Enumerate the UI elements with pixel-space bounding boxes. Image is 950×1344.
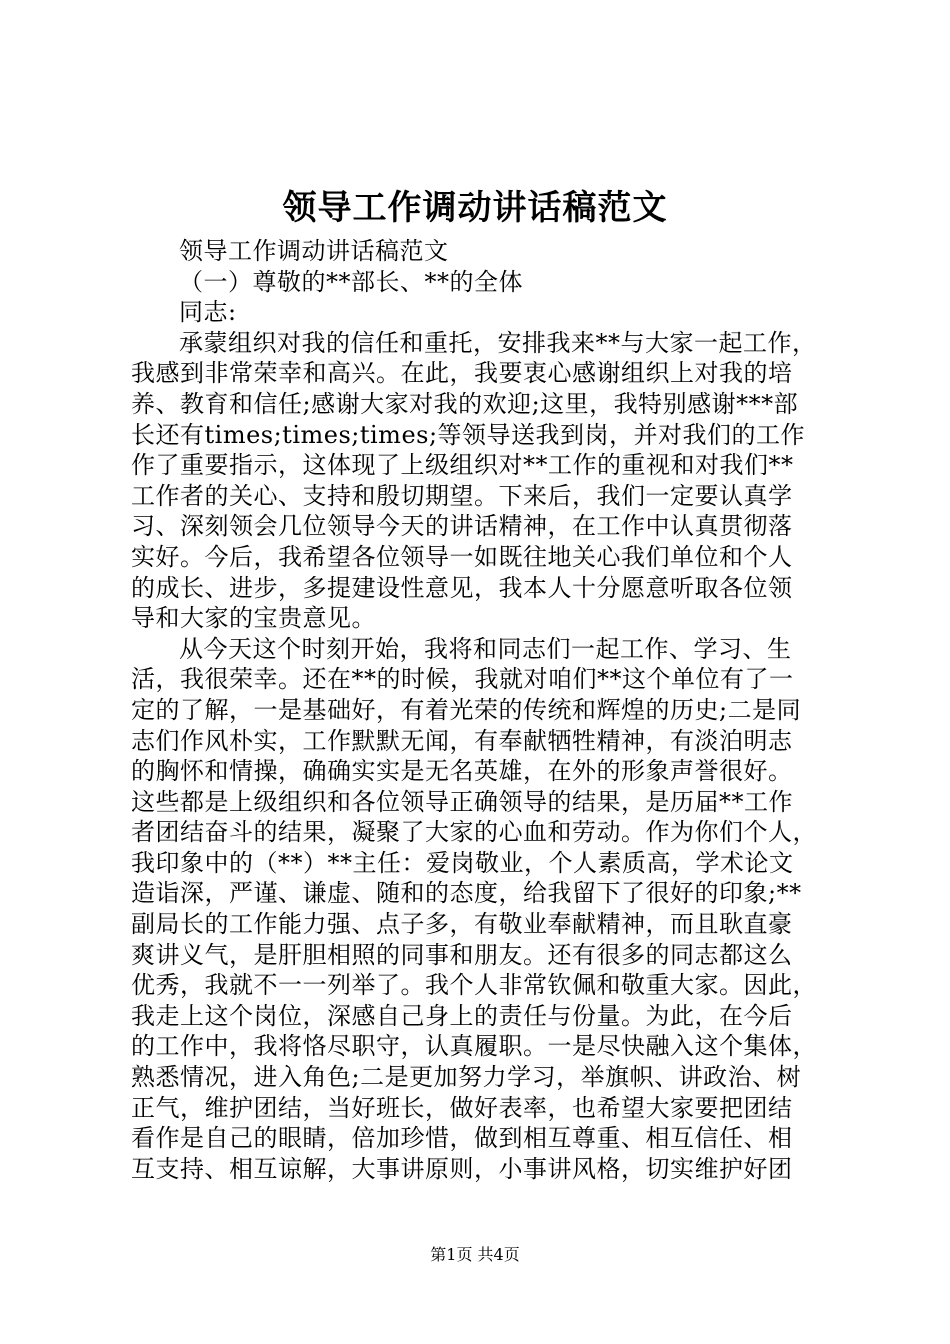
body-line: 定的了解，一是基础好，有着光荣的传统和辉煌的历史;二是同	[131, 695, 802, 724]
body-line: 导和大家的宝贵意见。	[131, 604, 376, 633]
document-title: 领导工作调动讲话稿范文	[282, 188, 668, 228]
body-line: 正气，维护团结，当好班长，做好表率，也希望大家要把团结	[131, 1093, 793, 1122]
body-line: 从今天这个时刻开始，我将和同志们一起工作、学习、生	[179, 634, 792, 663]
body-line: 这些都是上级组织和各位领导正确领导的结果，是历届**工作	[131, 787, 793, 816]
body-line: 的成长、进步，多提建设性意见，我本人十分愿意听取各位领	[131, 573, 793, 602]
body-line: 看作是自己的眼睛，倍加珍惜，做到相互尊重、相互信任、相	[131, 1124, 793, 1153]
body-line: 活，我很荣幸。还在**的时候，我就对咱们**这个单位有了一	[131, 665, 794, 694]
body-line: 工作者的关心、支持和殷切期望。下来后，我们一定要认真学	[131, 481, 793, 510]
body-line: 互支持、相互谅解，大事讲原则，小事讲风格，切实维护好团	[131, 1154, 793, 1183]
body-line: 领导工作调动讲话稿范文	[179, 237, 449, 265]
body-line: 造诣深，严谨、谦虚、随和的态度，给我留下了很好的印象;**	[131, 879, 802, 908]
body-line: 同志:	[179, 298, 237, 327]
body-line: 我印象中的（**）**主任：爱岗敬业，个人素质高，学术论文	[131, 848, 794, 877]
body-line: 熟悉情况，进入角色;二是更加努力学习，举旗帜、讲政治、树	[131, 1063, 802, 1092]
body-line: 习、深刻领会几位领导今天的讲话精神，在工作中认真贯彻落	[131, 512, 793, 541]
body-line: 副局长的工作能力强、点子多，有敬业奉献精神，而且耿直豪	[131, 910, 793, 939]
body-line: 作了重要指示，这体现了上级组织对**工作的重视和对我们**	[131, 451, 794, 480]
body-line: 优秀，我就不一一列举了。我个人非常钦佩和敬重大家。因此，	[131, 971, 817, 1000]
body-line: 的工作中，我将恪尽职守，认真履职。一是尽快融入这个集体，	[131, 1032, 817, 1061]
document-body	[131, 236, 843, 1184]
body-line: 我走上这个岗位，深感自己身上的责任与份量。为此，在今后	[131, 1001, 793, 1030]
body-line: 长还有times;times;times;等领导送我到岗，并对我们的工作	[131, 420, 806, 449]
body-line: 我感到非常荣幸和高兴。在此，我要衷心感谢组织上对我的培	[131, 359, 793, 388]
body-line: （一）尊敬的**部长、**的全体	[179, 267, 523, 296]
body-line: 者团结奋斗的结果，凝聚了大家的心血和劳动。作为你们个人，	[131, 818, 817, 847]
body-line: 承蒙组织对我的信任和重托，安排我来**与大家一起工作，	[179, 328, 817, 357]
body-line: 养、教育和信任;感谢大家对我的欢迎;这里，我特别感谢***部	[131, 389, 799, 418]
body-line: 爽讲义气，是肝胆相照的同事和朋友。还有很多的同志都这么	[131, 940, 793, 969]
body-line: 实好。今后，我希望各位领导一如既往地关心我们单位和个人	[131, 542, 793, 571]
body-line: 的胸怀和情操，确确实实是无名英雄，在外的形象声誉很好。	[131, 757, 793, 786]
page-number-footer: 第1页 共4页	[430, 1245, 520, 1264]
body-line: 志们作风朴实，工作默默无闻，有奉献牺牲精神，有淡泊明志	[131, 726, 793, 755]
